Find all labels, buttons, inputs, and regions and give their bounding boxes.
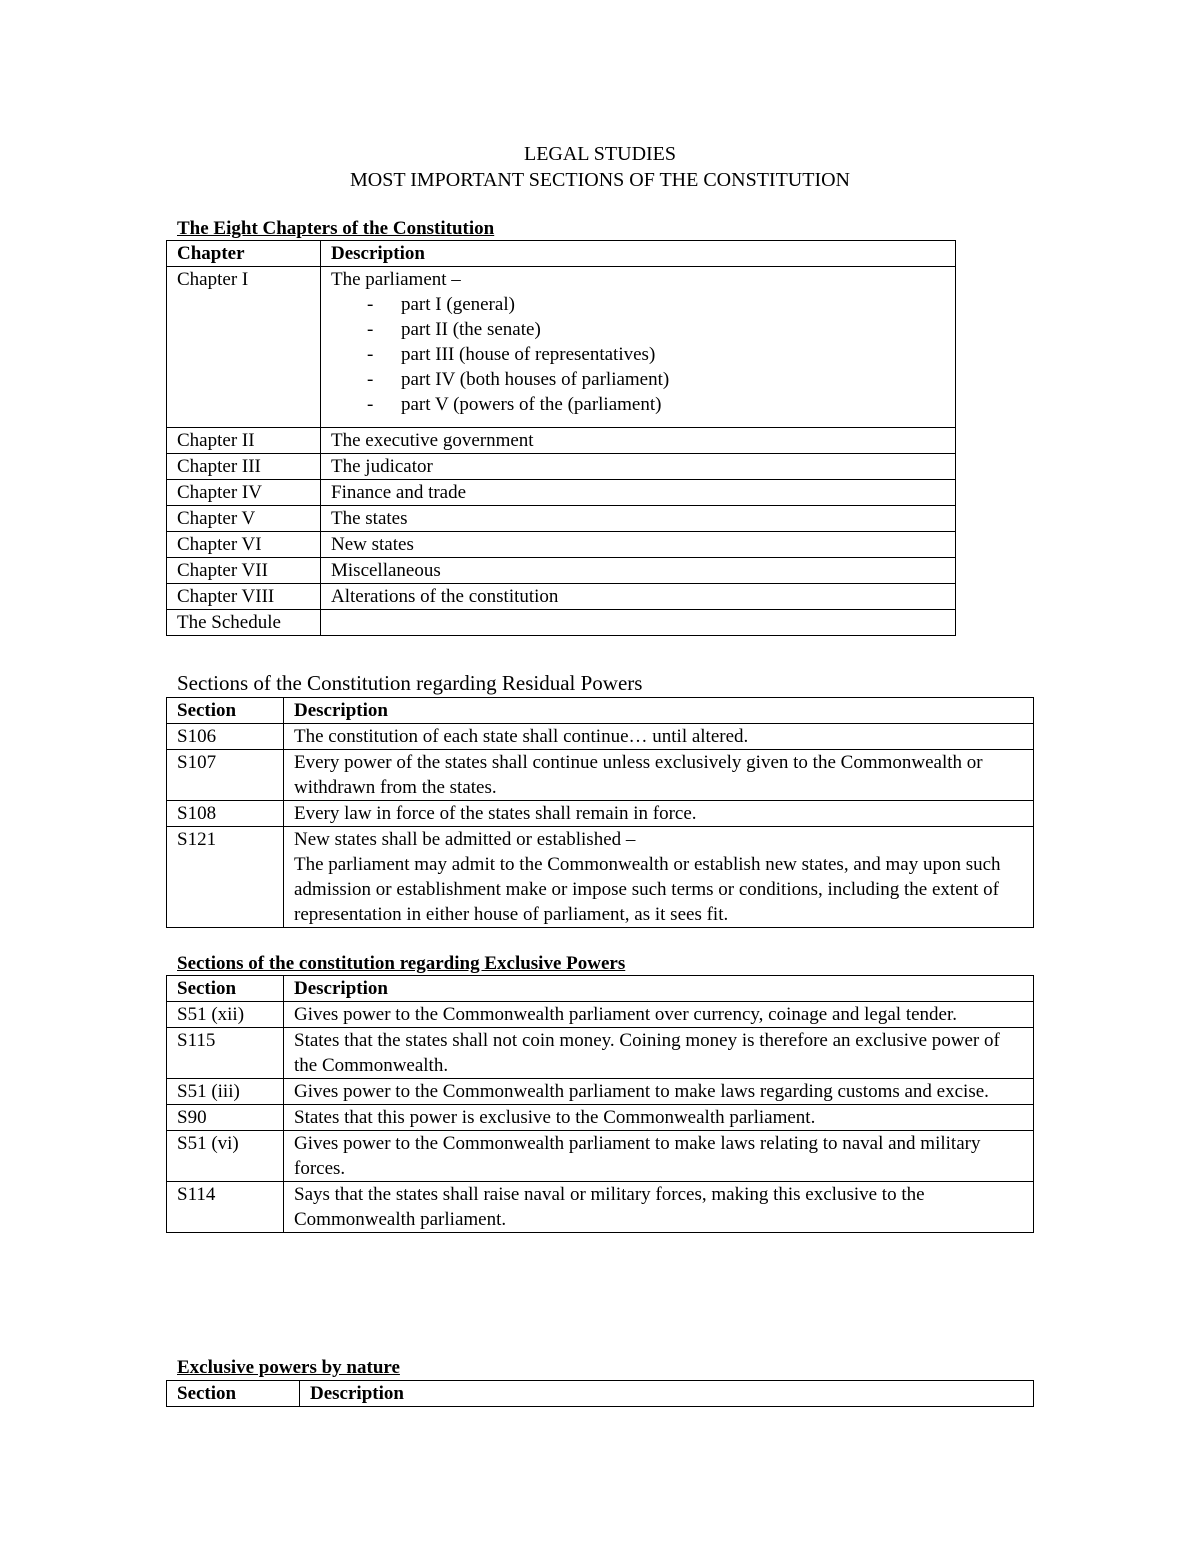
chapter-cell: Chapter III [167,454,321,480]
section-cell: S114 [167,1182,284,1233]
column-header-description: Description [300,1381,1034,1407]
description-cell: New states [321,532,956,558]
chapters-heading: The Eight Chapters of the Constitution [177,218,495,239]
table-row [167,724,1034,750]
chapter-cell: The Schedule [167,610,321,636]
description-cell: Every law in force of the states shall remain in force. [284,801,1034,827]
column-header-description: Description [321,241,956,267]
section-cell: S108 [167,801,284,827]
description-cell: The constitution of each state shall continue… until altered. [284,724,1034,750]
table-header-row [167,976,1034,1002]
table-row [167,610,956,636]
description-cell [321,267,956,428]
table-row [167,480,956,506]
section-cell: S121 [167,827,284,928]
chapter-cell: Chapter VII [167,558,321,584]
section-cell: S115 [167,1028,284,1079]
table-header-row [167,698,1034,724]
list-item: - part IV (both houses of parliament) [331,367,945,392]
section-cell: S106 [167,724,284,750]
description-cell: The executive government [321,428,956,454]
residual-powers-table [166,697,1034,928]
table-header-row [167,241,956,267]
exclusive-heading: Sections of the constitution regarding Exclusive Powers [177,953,626,974]
chapter-cell: Chapter VI [167,532,321,558]
table-row [167,428,956,454]
table-row [167,454,956,480]
chapter-cell: Chapter IV [167,480,321,506]
description-cell: Gives power to the Commonwealth parliament over currency, coinage and legal tender. [284,1002,1034,1028]
column-header-chapter: Chapter [167,241,321,267]
section-cell: S51 (xii) [167,1002,284,1028]
description-cell: Miscellaneous [321,558,956,584]
description-cell: Finance and trade [321,480,956,506]
table-row [167,1079,1034,1105]
description-cell: Says that the states shall raise naval or military forces, making this exclusive to the Commonwealth parliament. [284,1182,1034,1233]
list-item: - part I (general) [331,292,945,317]
table-row [167,584,956,610]
chapter-cell: Chapter VIII [167,584,321,610]
residual-heading: Sections of the Constitution regarding Residual Powers [177,671,643,695]
document-title: LEGAL STUDIES [523,143,677,165]
description-cell: States that the states shall not coin money. Coining money is therefore an exclusive power of the Commonwealth. [284,1028,1034,1079]
column-header-section: Section [167,976,284,1002]
table-row [167,1002,1034,1028]
column-header-section: Section [167,698,284,724]
chapter-cell: Chapter II [167,428,321,454]
nature-powers-table [166,1380,1034,1407]
chapter-cell: Chapter V [167,506,321,532]
table-row [167,532,956,558]
description-cell: States that this power is exclusive to the Commonwealth parliament. [284,1105,1034,1131]
table-row [167,1105,1034,1131]
nature-heading: Exclusive powers by nature [177,1357,400,1378]
s121-line-1: New states shall be admitted or established – [294,829,636,850]
s121-line-2: The parliament may admit to the Commonwealth or establish new states, and may upon such admission or establishment make or impose such terms or conditions, including the extent of representation in either house of parliament, as it sees fit. [294,854,1001,925]
table-row [167,827,1034,928]
list-item: - part III (house of representatives) [331,342,945,367]
table-row [167,750,1034,801]
chapters-table [166,240,956,636]
table-row [167,267,956,428]
description-cell: The judicator [321,454,956,480]
section-cell: S107 [167,750,284,801]
table-row [167,558,956,584]
description-cell: Alterations of the constitution [321,584,956,610]
table-row [167,506,956,532]
section-cell: S90 [167,1105,284,1131]
description-cell [284,827,1034,928]
description-cell: Gives power to the Commonwealth parliament to make laws relating to naval and military forces. [284,1131,1034,1182]
description-cell [321,610,956,636]
list-item: - part V (powers of the (parliament) [331,392,945,417]
section-cell: S51 (iii) [167,1079,284,1105]
exclusive-powers-table [166,975,1034,1233]
table-row [167,1028,1034,1079]
parliament-intro: The parliament – [331,269,461,290]
column-header-section: Section [167,1381,300,1407]
table-header-row [167,1381,1034,1407]
table-row [167,801,1034,827]
chapter-cell: Chapter I [167,267,321,428]
column-header-description: Description [284,698,1034,724]
description-cell: The states [321,506,956,532]
table-row [167,1131,1034,1182]
description-cell: Gives power to the Commonwealth parliament to make laws regarding customs and excise. [284,1079,1034,1105]
description-cell: Every power of the states shall continue unless exclusively given to the Commonwealth or withdrawn from the states. [284,750,1034,801]
section-cell: S51 (vi) [167,1131,284,1182]
list-item: - part II (the senate) [331,317,945,342]
table-row [167,1182,1034,1233]
parliament-parts-list [331,292,945,417]
document-subtitle: MOST IMPORTANT SECTIONS OF THE CONSTITUTION [349,169,850,191]
column-header-description: Description [284,976,1034,1002]
